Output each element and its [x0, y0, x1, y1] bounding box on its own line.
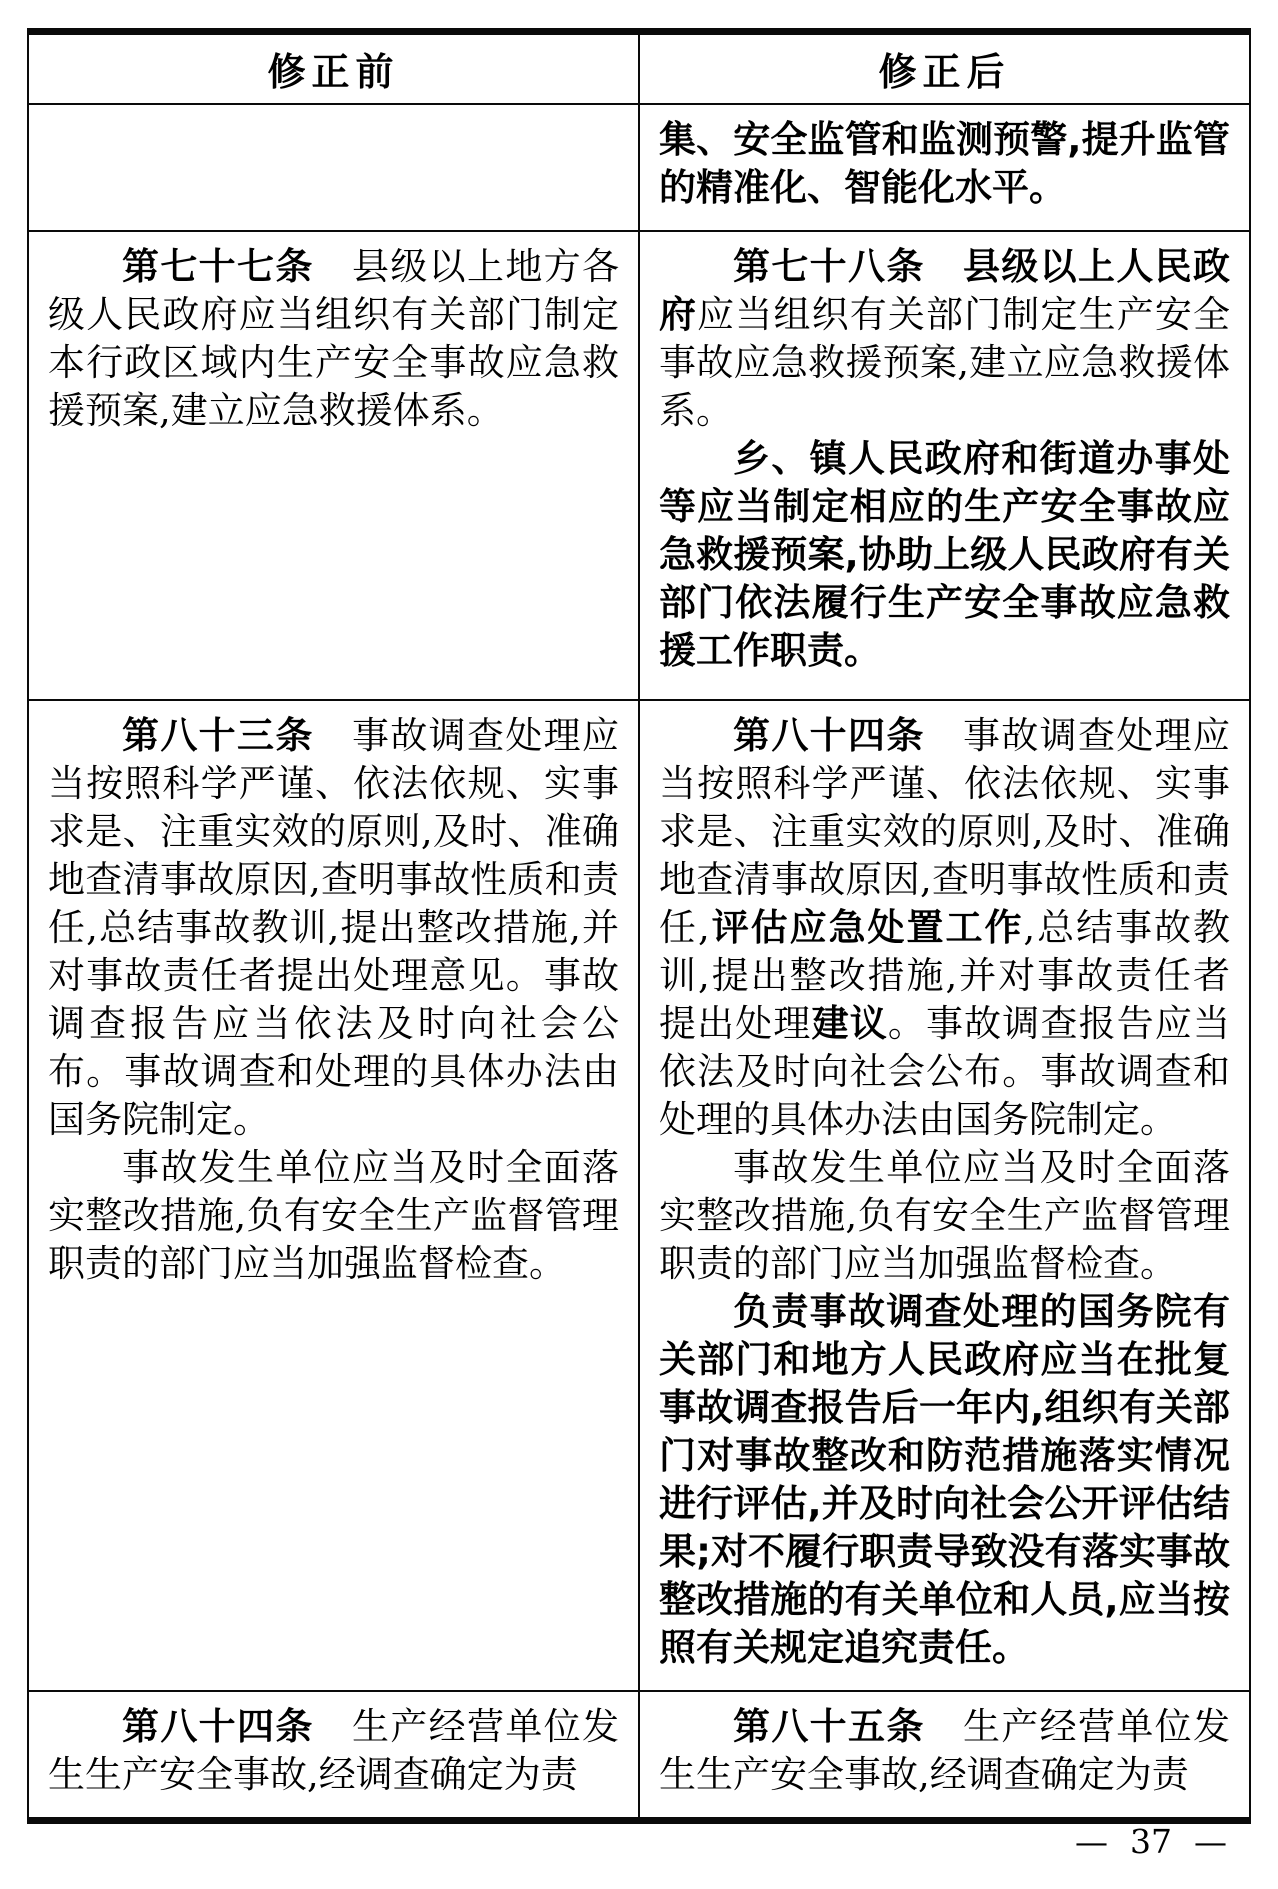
footer-left-dash: — — [1075, 1822, 1108, 1861]
column-header-before: 修正前 — [28, 32, 639, 104]
table-row — [28, 700, 1250, 1691]
paragraph — [659, 1288, 1230, 1672]
paragraph — [48, 712, 619, 1144]
table-row — [28, 1691, 1250, 1821]
table-body — [28, 104, 1250, 1821]
amended-text-run: 第七十七条 — [122, 244, 352, 288]
amended-text-run: 第八十四条 — [733, 713, 963, 757]
column-header-after: 修正后 — [639, 32, 1250, 104]
amended-text-run: 建议 — [811, 1001, 888, 1045]
text-run: 事故发生单位应当及时全面落实整改措施,负有安全生产监督管理职责的部门应当加强监督检查。 — [659, 1145, 1230, 1285]
table-row — [28, 231, 1250, 700]
paragraph — [48, 1144, 619, 1288]
text-run: 生产经营单位发生生产安全事故,经调查确定为责 — [48, 1704, 619, 1796]
text-run: ,总结事故教训,提出整改措施,并对事故责任者提出处理 — [659, 905, 1231, 1045]
page-footer — [1075, 1822, 1227, 1862]
paragraph — [659, 435, 1230, 675]
page-number: 37 — [1130, 1822, 1172, 1861]
cell-after-row2 — [639, 231, 1250, 700]
text-run: 县级以上地方各级人民政府应当组织有关部门制定本行政区域内生产安全事故应急救援预案,建立应急救援体系。 — [48, 244, 619, 432]
amended-text-run: 集、安全监管和监测预警,提升监管的精准化、智能化水平。 — [659, 117, 1230, 209]
amended-text-run: 第七十八条 县级以上人民政府 — [659, 244, 1230, 336]
text-run: 。事故调查报告应当依法及时向社会公布。事故调查和处理的具体办法由国务院制定。 — [659, 1001, 1231, 1141]
amended-text-run: 第八十四条 — [122, 1704, 352, 1748]
cell-before-row1 — [28, 104, 639, 231]
paragraph — [48, 1703, 619, 1799]
cell-before-row4 — [28, 1691, 639, 1821]
amended-text-run: 评估应急处置工作 — [709, 905, 1024, 949]
paragraph — [48, 243, 619, 435]
text-run: 事故调查处理应当按照科学严谨、依法依规、实事求是、注重实效的原则,及时、准确地查清事故原因,查明事故性质和责任, — [659, 713, 1230, 949]
paragraph — [659, 712, 1230, 1144]
amended-text-run: 乡、镇人民政府和街道办事处等应当制定相应的生产安全事故应急救援预案,协助上级人民政府有关部门依法履行生产安全事故应急救援工作职责。 — [659, 436, 1230, 672]
cell-before-row2 — [28, 231, 639, 700]
amended-text-run: 第八十三条 — [122, 713, 352, 757]
cell-after-row3 — [639, 700, 1250, 1691]
amendment-comparison-table — [27, 28, 1251, 1824]
paragraph — [659, 116, 1230, 212]
text-run: 应当组织有关部门制定生产安全事故应急救援预案,建立应急救援体系。 — [659, 292, 1231, 432]
cell-before-row3 — [28, 700, 639, 1691]
table-header — [28, 32, 1250, 104]
cell-after-row4 — [639, 1691, 1250, 1821]
paragraph — [659, 1703, 1230, 1799]
text-run: 生产经营单位发生生产安全事故,经调查确定为责 — [659, 1704, 1230, 1796]
cell-after-row1 — [639, 104, 1250, 231]
header-row — [28, 32, 1250, 104]
amended-text-run: 负责事故调查处理的国务院有关部门和地方人民政府应当在批复事故调查报告后一年内,组织有关部门对事故整改和防范措施落实情况进行评估,并及时向社会公开评估结果;对不履行职责导致没有落实事故整改措施的有关单位和人员,应当按照有关规定追究责任。 — [659, 1289, 1230, 1669]
paragraph — [659, 1144, 1230, 1288]
text-run: 事故发生单位应当及时全面落实整改措施,负有安全生产监督管理职责的部门应当加强监督检查。 — [48, 1145, 619, 1285]
text-run: 事故调查处理应当按照科学严谨、依法依规、实事求是、注重实效的原则,及时、准确地查清事故原因,查明事故性质和责任,总结事故教训,提出整改措施,并对事故责任者提出处理意见。事故调查报告应当依法及时向社会公布。事故调查和处理的具体办法由国务院制定。 — [48, 713, 619, 1141]
footer-right-dash: — — [1194, 1822, 1227, 1861]
paragraph — [659, 243, 1230, 435]
amended-text-run: 第八十五条 — [733, 1704, 963, 1748]
table-row — [28, 104, 1250, 231]
